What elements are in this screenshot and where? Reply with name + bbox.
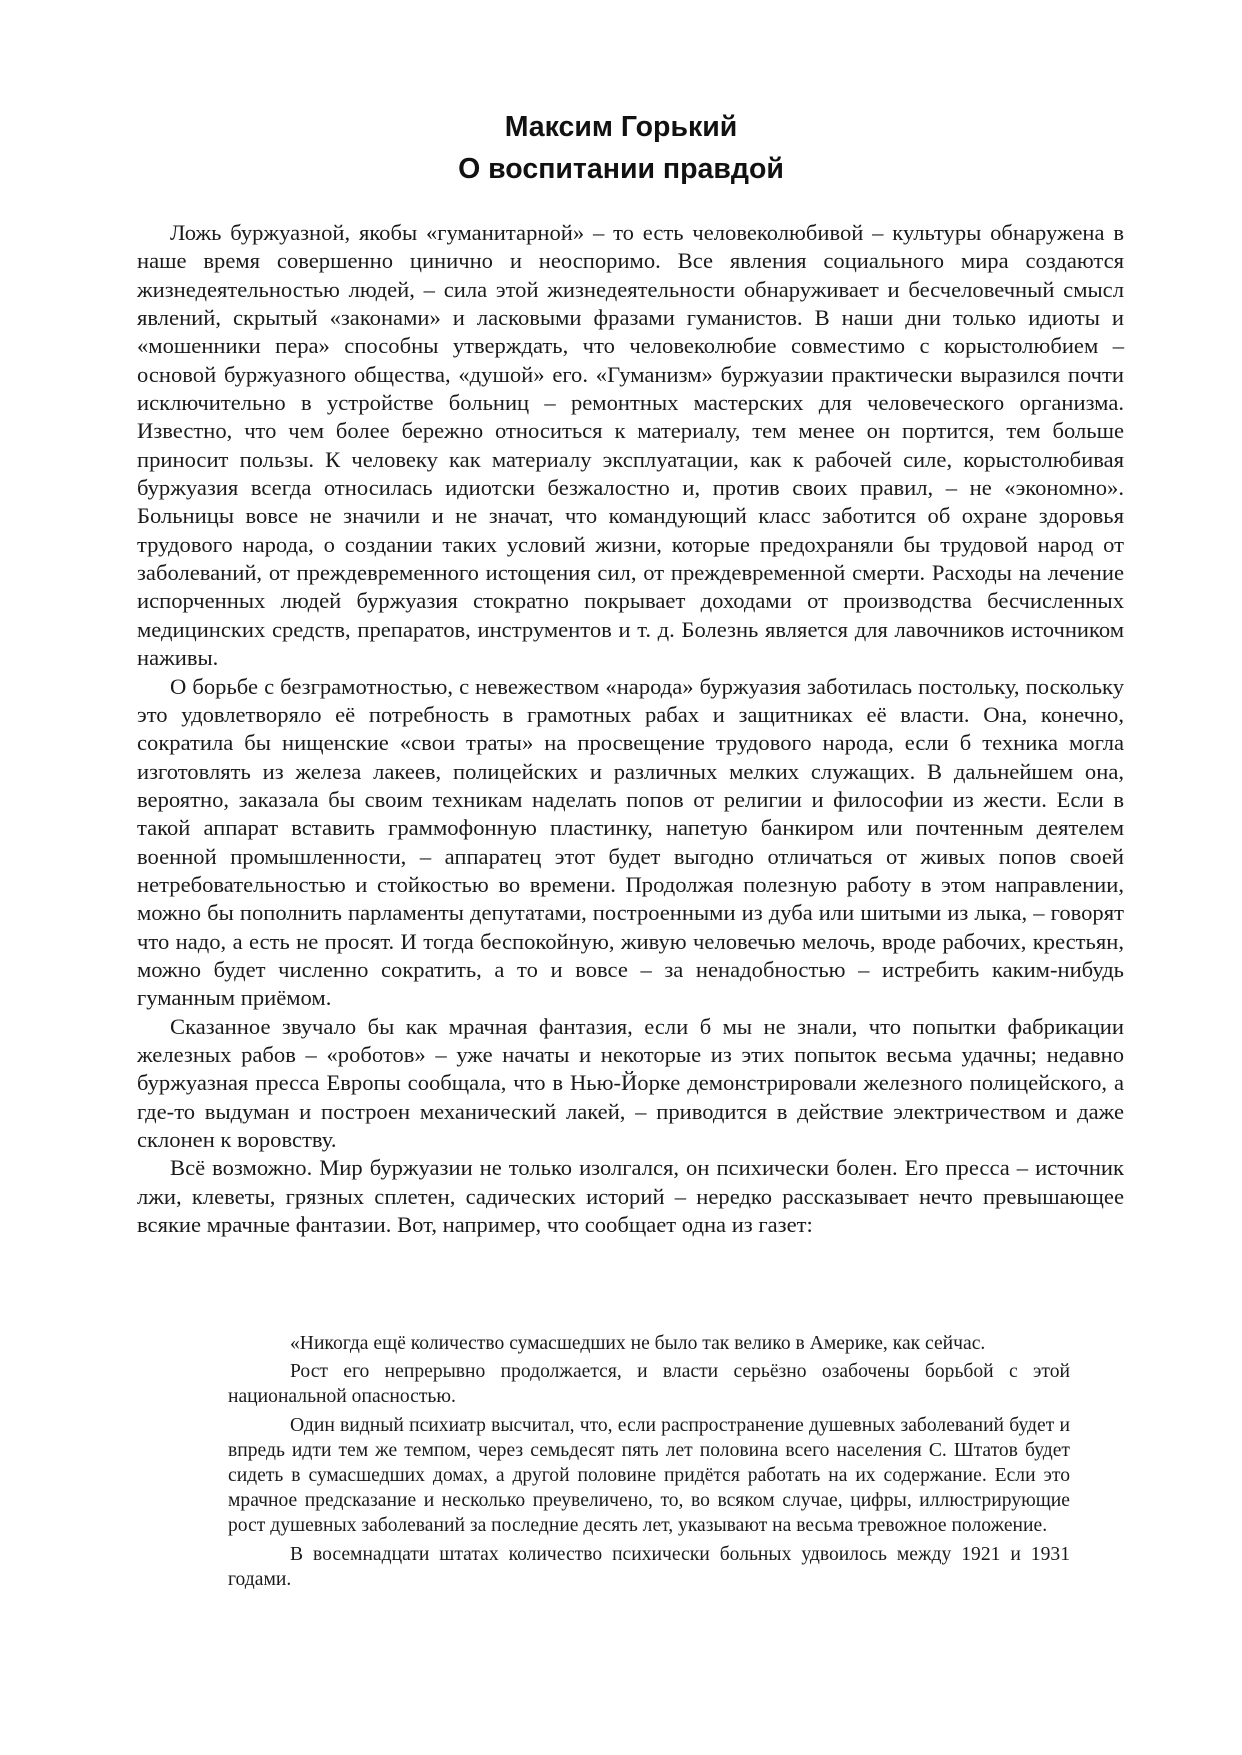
paragraph: Всё возможно. Мир буржуазии не только изолгался, он психически болен. Его пресса – источник лжи, клеветы, грязных сплетен, садических историй – нередко рассказывает нечто превышающее всякие мрачные фантазии. Вот, например, что сообщает одна из газет: bbox=[137, 1155, 1124, 1238]
document-header bbox=[0, 106, 1242, 190]
paragraph: О борьбе с безграмотностью, с невежеством «народа» буржуазия заботилась постольку, поскольку это удовлетворяло её потребность в грамотных рабах и защитниках её власти. Она, конечно, сократила бы нищенские «свои траты» на просвещение трудового народа, если б техника могла изготовлять из железа лакеев, полицейских и различных мелких служащих. В дальнейшем она, вероятно, заказала бы своим техникам наделать попов от религии и философии из жести. Если в такой аппарат вставить граммофонную пластинку, напетую банкиром или почтенным деятелем военной промышленности, – аппаратец этот будет выгодно отличаться от живых попов своей нетребовательностью и стойкостью во времени. Продолжая полезную работу в этом направлении, можно бы пополнить парламенты депутатами, построенными из дуба или шитыми из лыка, – говорят что надо, а есть не просят. И тогда беспокойную, живую человечью мелочь, вроде рабочих, крестьян, можно будет численно сократить, а то и вовсе – за ненадобностью – истребить каким-нибудь гуманным приёмом. bbox=[137, 673, 1124, 1011]
body-text bbox=[137, 219, 1124, 1239]
newspaper-quote bbox=[228, 1331, 1070, 1595]
quote-paragraph: Один видный психиатр высчитал, что, если распространение душевных заболеваний будет и впредь идти тем же темпом, через семьдесят пять лет половина всего населения С. Штатов будет сидеть в сумасшедших домах, а другой половине придётся работать на их содержание. Если это мрачное предсказание и несколько преувеличено, то, во всяком случае, цифры, иллюстрирующие рост душевных заболеваний за последние десять лет, указывают на весьма тревожное положение. bbox=[228, 1414, 1070, 1537]
paragraph: Ложь буржуазной, якобы «гуманитарной» – то есть человеколюбивой – культуры обнаружена в наше время совершенно цинично и неоспоримо. Все явления социального мира создаются жизнедеятельностью людей, – сила этой жизнедеятельности обнаруживает и бесчеловечный смысл явлений, скрытый «законами» и ласковыми фразами гуманистов. В наши дни только идиоты и «мошенники пера» способны утверждать, что человеколюбие совместимо с корыстолюбием – основой буржуазного общества, «душой» его. «Гуманизм» буржуазии практически выразился почти исключительно в устройстве больниц – ремонтных мастерских для человеческого организма. Известно, что чем более бережно относиться к материалу, тем менее он портится, тем больше приносит пользы. К человеку как материалу эксплуатации, как к рабочей силе, корыстолюбивая буржуазия всегда относилась идиотски безжалостно и, против своих правил, – не «экономно». Больницы вовсе не значили и не значат, что командующий класс заботится об охране здоровья трудового народа, о создании таких условий жизни, которые предохраняли бы трудовой народ от заболеваний, от преждевременного истощения сил, от преждевременной смерти. Расходы на лечение испорченных людей буржуазия стократно покрывает доходами от производства бесчисленных медицинских средств, препаратов, инструментов и т. д. Болезнь является для лавочников источником наживы. bbox=[137, 220, 1124, 671]
quote-paragraph: «Никогда ещё количество сумасшедших не было так велико в Америке, как сейчас. bbox=[290, 1333, 986, 1354]
document-title: О воспитании правдой bbox=[458, 153, 784, 185]
paragraph: Сказанное звучало бы как мрачная фантазия, если б мы не знали, что попытки фабрикации железных рабов – «роботов» – уже начаты и некоторые из этих попыток весьма удачны; недавно буржуазная пресса Европы сообщала, что в Нью-Йорке демонстрировали железного полицейского, а где-то выдуман и построен механический лакей, – приводится в действие электричеством и даже склонен к воровству. bbox=[137, 1013, 1124, 1152]
quote-paragraph: Рост его непрерывно продолжается, и власти серьёзно озабочены борьбой с этой национальной опасностью. bbox=[228, 1361, 1070, 1408]
author-name: Максим Горький bbox=[504, 111, 738, 143]
quote-paragraph: В восемнадцати штатах количество психически больных удвоилось между 1921 и 1931 годами. bbox=[228, 1543, 1070, 1590]
